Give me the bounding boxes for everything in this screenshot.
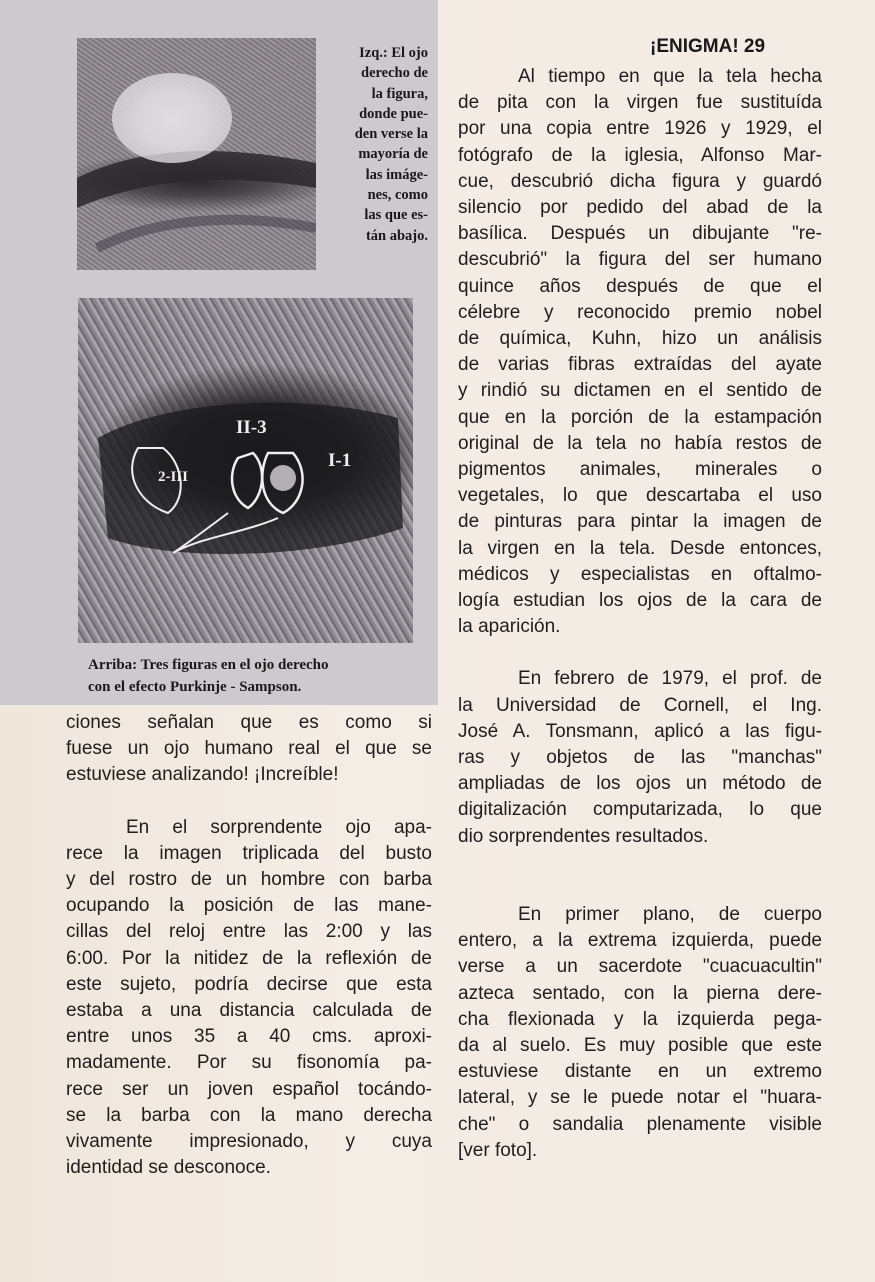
text-line: la aparición.	[458, 616, 561, 638]
text-line: original de la tela no había restos de	[458, 432, 822, 454]
text-line: de pinturas para pintar la imagen de	[458, 511, 822, 533]
text-line: identidad se desconoce.	[66, 1157, 271, 1179]
text-line: ocupando la posición de las mane-	[66, 895, 432, 917]
caption-line: nes, como	[367, 187, 428, 204]
text-line: descubrió" la figura del ser humano	[458, 249, 822, 271]
text-line: digitalización computarizada, lo que	[458, 799, 822, 821]
text-line: En primer plano, de cuerpo	[518, 903, 822, 925]
caption-line: donde pue-	[359, 105, 428, 122]
text-line: lateral, y se le puede notar el "huara-	[458, 1087, 822, 1109]
text-line: ciones señalan que es como si	[66, 712, 432, 733]
text-line: la Universidad de Cornell, el Ing.	[458, 694, 822, 716]
figure-label-2-iii: 2-III	[158, 469, 189, 485]
text-line: En el sorprendente ojo apa-	[126, 816, 432, 838]
text-line: verse a un sacerdote "cuacuacultin"	[458, 956, 822, 978]
text-line: estuviese analizando! ¡Increíble!	[66, 764, 339, 786]
text-line: pigmentos animales, minerales o	[458, 459, 822, 481]
figure-label-i-1: I-1	[328, 450, 352, 471]
caption-line: con el efecto Purkinje - Sampson.	[88, 678, 302, 695]
bottom-caption	[88, 655, 433, 698]
text-line: rece ser un joven español tocándo-	[66, 1078, 432, 1100]
text-line: ampliadas de los ojos un método de	[458, 773, 822, 795]
text-line: de química, Kuhn, hizo un análisis	[458, 328, 822, 350]
caption-line: las imáge-	[365, 166, 428, 183]
eye-figures-photo	[78, 298, 413, 643]
text-line: cue, descubrió dicha figura y guardó	[458, 170, 822, 192]
text-line: quince años después de que el	[458, 275, 822, 297]
text-line: y del rostro de un hombre con barba	[66, 869, 432, 891]
caption-line: den verse la	[354, 126, 428, 143]
text-line: que en la porción de la estampación	[458, 406, 822, 428]
text-line: fuese un ojo humano real el que se	[66, 738, 432, 760]
text-line: cha flexionada y la izquierda pega-	[458, 1008, 822, 1030]
text-line: por una copia entre 1926 y 1929, el	[458, 118, 822, 140]
text-line: estuviese distante en un extremo	[458, 1061, 822, 1083]
text-line: la virgen en la tela. Desde entonces,	[458, 537, 822, 559]
text-line: estaba a una distancia calculada de	[66, 1000, 432, 1022]
text-line: ras y objetos de las "manchas"	[458, 747, 822, 769]
text-line: da al suelo. Es muy posible que este	[458, 1034, 822, 1056]
text-line: [ver foto].	[458, 1139, 538, 1161]
caption-line: las que es-	[364, 207, 428, 224]
text-line: este sujeto, podría decirse que esta	[66, 973, 432, 995]
text-line: En febrero de 1979, el prof. de	[518, 668, 822, 690]
page-header: ¡ENIGMA! 29	[650, 36, 766, 57]
text-line: médicos y especialistas en oftalmo-	[458, 563, 822, 585]
text-line: célebre y reconocido premio nobel	[458, 301, 822, 323]
text-line: basílica. Después un dibujante "re-	[458, 223, 822, 245]
text-line: 6:00. Por la nitidez de la reflexión de	[66, 947, 432, 969]
caption-line: tán abajo.	[365, 227, 428, 244]
eye-closeup-photo	[77, 38, 316, 270]
text-line: dio sorprendentes resultados.	[458, 825, 709, 847]
text-line: cillas del reloj entre las 2:00 y las	[66, 921, 432, 943]
left-column	[66, 710, 432, 1181]
figure-label-ii-3: II-3	[236, 417, 267, 438]
right-column	[458, 64, 822, 1164]
text-line: azteca sentado, con la pierna dere-	[458, 982, 822, 1004]
caption-line: Arriba: Tres figuras en el ojo derecho	[88, 657, 329, 673]
caption-line: derecho de	[361, 65, 428, 82]
text-line: rece la imagen triplicada del busto	[66, 842, 432, 864]
text-line: Al tiempo en que la tela hecha	[518, 66, 822, 87]
right-caption	[332, 43, 428, 246]
text-line: silencio por pedido del abad de la	[458, 197, 822, 219]
caption-line: mayoría de	[358, 146, 428, 163]
text-line: madamente. Por su fisonomía pa-	[66, 1052, 432, 1074]
caption-line: Izq.: El ojo	[359, 45, 428, 61]
text-line: entre unos 35 a 40 cms. aproxi-	[66, 1026, 432, 1048]
text-line: logía estudian los ojos de la cara de	[458, 590, 822, 612]
text-line: fotógrafo de la iglesia, Alfonso Mar-	[458, 144, 822, 166]
text-line: se la barba con la mano derecha	[66, 1104, 432, 1126]
text-line: de varias fibras extraídas del ayate	[458, 354, 822, 376]
text-line: vegetales, lo que descartaba el uso	[458, 485, 822, 507]
text-line: de pita con la virgen fue sustituída	[458, 92, 822, 114]
caption-line: la figura,	[371, 85, 428, 102]
text-line: entero, a la extrema izquierda, puede	[458, 930, 822, 952]
text-line: vivamente impresionado, y cuya	[66, 1131, 432, 1153]
text-line: José A. Tonsmann, aplicó a las figu-	[458, 720, 822, 742]
text-line: y rindió su dictamen en el sentido de	[458, 380, 822, 402]
text-line: che" o sandalia plenamente visible	[458, 1113, 822, 1135]
